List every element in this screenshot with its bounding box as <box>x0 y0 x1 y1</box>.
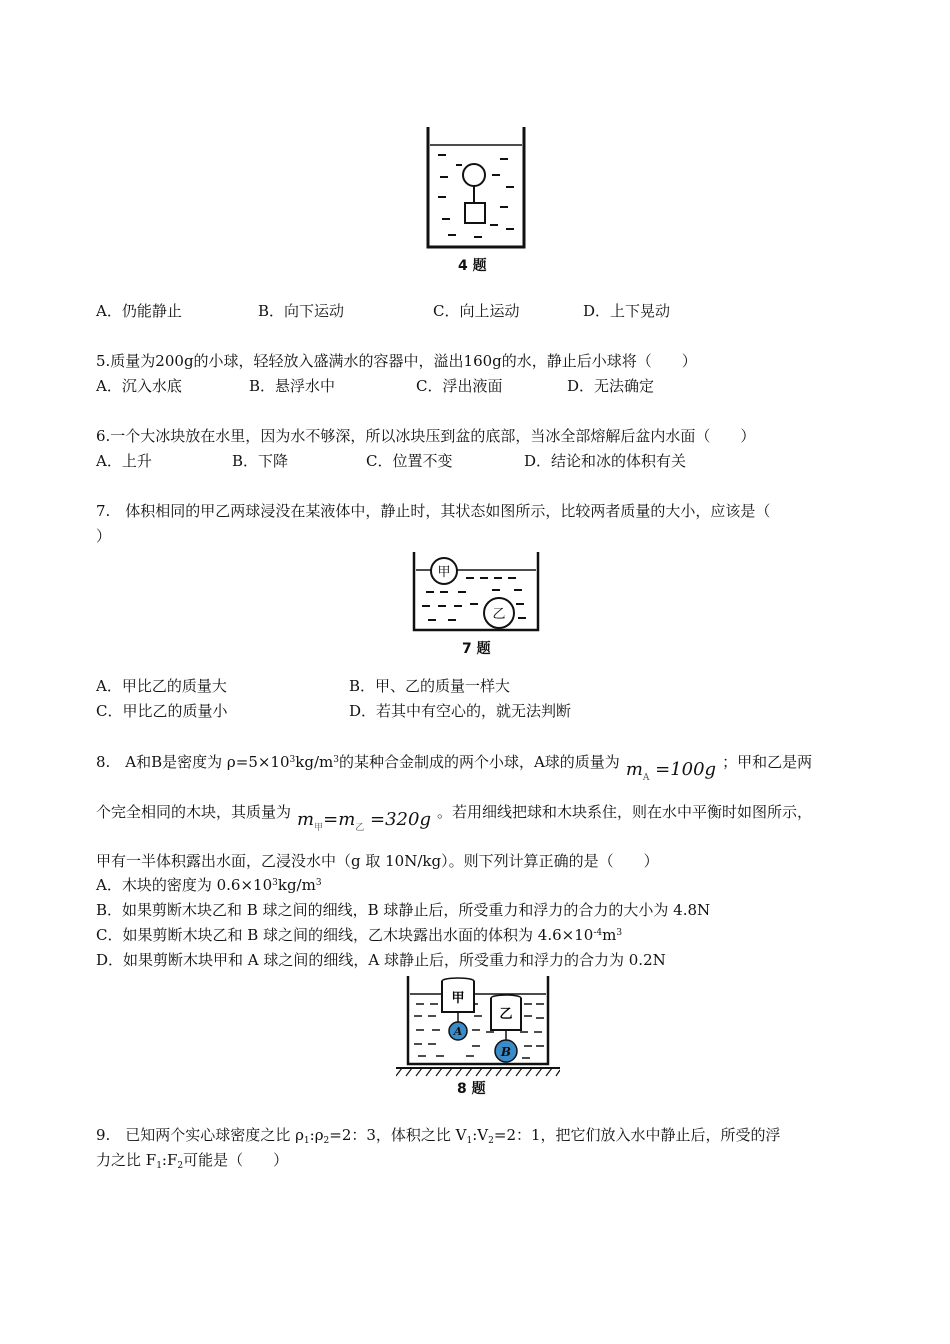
q4-option-a: A．仍能静止 <box>96 302 182 320</box>
q8-option-c: C．如果剪断木块乙和 B 球之间的细线，乙木块露出水面的体积为 $4.6\times 10^{-4}m^3$ <box>96 926 623 944</box>
q8-ball-b-label: B <box>500 1045 512 1059</box>
q8-block-jia-label: 甲 <box>451 991 465 1006</box>
q6-option-d: D．结论和冰的体积有关 <box>524 452 687 470</box>
q7-option-b: B．甲、乙的质量一样大 <box>349 677 511 695</box>
q8-option-b: B．如果剪断木块乙和 B 球之间的细线，B 球静止后，所受重力和浮力的合力的大小为 4.8N <box>96 901 711 919</box>
q7-option-d: D．若其中有空心的，就无法判断 <box>349 702 572 720</box>
q4-option-c: C．向上运动 <box>433 302 520 320</box>
q8-block-yi-label: 乙 <box>499 1007 513 1022</box>
q6-option-a: A．上升 <box>96 452 152 470</box>
q8-caption: 8 题 <box>457 1081 486 1097</box>
q5-option-c: C．浮出液面 <box>416 377 503 395</box>
q7-caption: 7 题 <box>462 641 491 657</box>
q9-stem-line1: 9. 已知两个实心球密度之比 $\rho_1:\rho_2=2$：3，体积之比 $V_1:V_2=2$：1，把它们放入水中静止后，所受的浮 <box>96 1126 781 1146</box>
q8-mass-a-formula: $m_A =100g$ <box>625 759 717 783</box>
q4-option-d: D．上下晃动 <box>583 302 671 320</box>
q7-figure <box>408 548 544 636</box>
q4-caption: 4 题 <box>458 258 487 274</box>
q9-stem-line2: 力之比 $F_1:F_2$可能是（ ） <box>96 1151 289 1171</box>
q4-figure <box>420 125 532 255</box>
q7-stem-line1: 7. 体积相同的甲乙两球浸没在某液体中，静止时，其状态如图所示，比较两者质量的大小，应该是（ <box>96 502 771 520</box>
q7-option-a: A．甲比乙的质量大 <box>96 677 227 695</box>
q8-option-a: A．木块的密度为 $0.6\times 10^3kg/m^3$ <box>96 876 322 894</box>
q7-ball-jia-label: 甲 <box>437 565 451 580</box>
q8-option-d: D．如果剪断木块甲和 A 球之间的细线，A 球静止后，所受重力和浮力的合力为 0.2N <box>96 951 666 969</box>
q7-stem-line2: ） <box>96 527 112 545</box>
q6-stem: 6.一个大冰块放在水里，因为水不够深，所以冰块压到盆的底部，当冰全部熔解后盆内水面（ ） <box>96 427 756 445</box>
q8-stem-line3: 甲有一半体积露出水面，乙浸没水中（g 取 10N/kg）。则下列计算正确的是（ ） <box>96 852 659 870</box>
q7-ball-yi-label: 乙 <box>492 607 506 622</box>
q5-option-a: A．沉入水底 <box>96 377 182 395</box>
q5-stem: 5.质量为200g的小球，轻轻放入盛满水的容器中，溢出160g的水，静止后小球将（ ） <box>96 352 697 370</box>
q5-option-b: B．悬浮水中 <box>249 377 336 395</box>
q8-figure <box>396 974 560 1078</box>
q5-option-d: D．无法确定 <box>567 377 655 395</box>
q6-option-b: B．下降 <box>232 452 289 470</box>
q8-mass-block-formula: $m_甲=m_乙 =320g$ <box>297 809 431 833</box>
q8-stem-line1: 8. A和B是密度为 $\rho=5\times 10^3kg/m^3$的某种合金制成的两个小球，A球的质量为 $m_A =100g$ ；甲和乙是两 <box>96 753 813 783</box>
q8-stem-line2: 个完全相同的木块，其质量为 $m_甲=m_乙 =320g$ 。若用细线把球和木块系住，则在水中平衡时如图所示， <box>96 803 812 833</box>
q6-option-c: C．位置不变 <box>366 452 453 470</box>
q4-option-b: B．向下运动 <box>258 302 345 320</box>
q7-option-c: C．甲比乙的质量小 <box>96 702 228 720</box>
q8-ball-a-label: A <box>453 1025 463 1038</box>
